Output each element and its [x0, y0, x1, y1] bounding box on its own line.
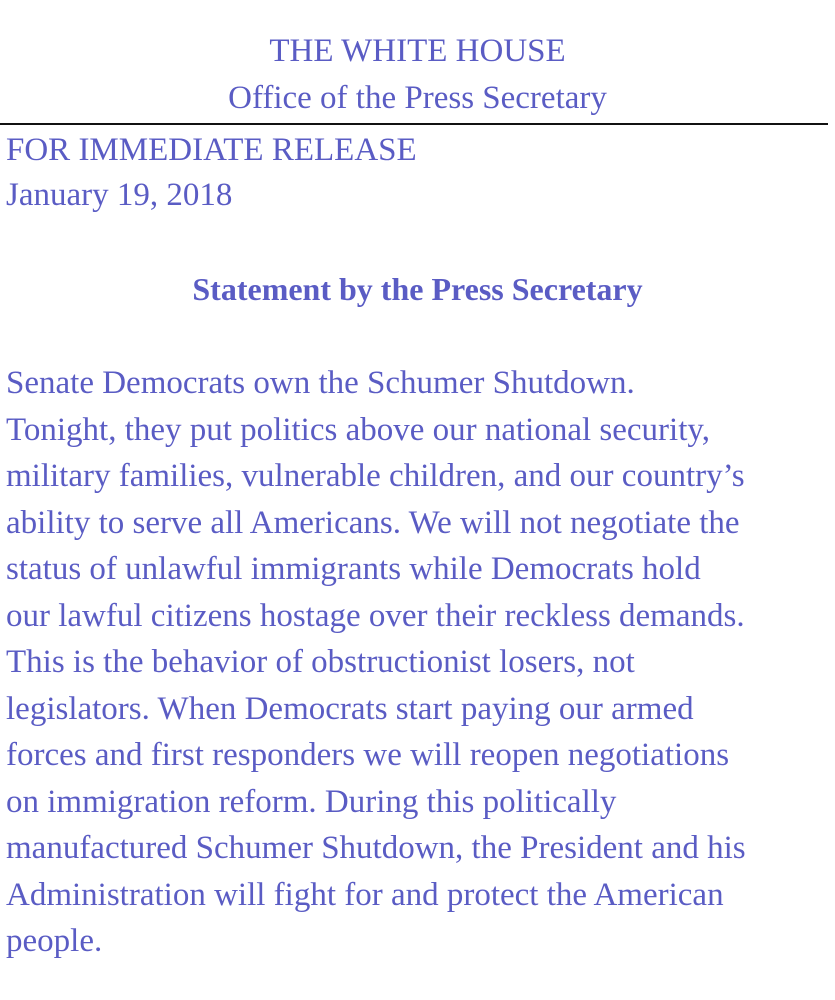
release-status: FOR IMMEDIATE RELEASE	[6, 132, 417, 168]
release-date: January 19, 2018	[6, 177, 233, 213]
statement-line: military families, vulnerable children, and our country’s	[6, 458, 745, 494]
statement-line: Administration will fight for and protect the American	[6, 876, 724, 913]
statement-title: Statement by the Press Secretary	[192, 271, 643, 307]
statement-line: manufactured Schumer Shutdown, the President and his	[6, 830, 746, 866]
statement-line: ability to serve all Americans. We will not negotiate the	[6, 504, 740, 541]
statement-line: forces and first responders we will reopen negotiations	[6, 737, 730, 773]
statement-line: legislators. When Democrats start paying our armed	[6, 690, 694, 727]
statement-line: This is the behavior of obstructionist losers, not	[6, 644, 635, 680]
statement-line: our lawful citizens hostage over their reckless demands.	[6, 597, 745, 634]
header-divider	[0, 123, 828, 125]
statement-line: on immigration reform. During this politically	[6, 783, 617, 820]
statement-line: status of unlawful immigrants while Democrats hold	[6, 551, 701, 587]
letterhead	[0, 28, 835, 122]
office-name: Office of the Press Secretary	[228, 80, 607, 116]
organization-name: THE WHITE HOUSE	[269, 33, 566, 69]
statement-line: people.	[6, 923, 103, 959]
statement-line: Senate Democrats own the Schumer Shutdown.	[6, 365, 635, 401]
release-info	[6, 128, 417, 218]
statement-body	[6, 360, 831, 965]
statement-line: Tonight, they put politics above our national security,	[6, 411, 710, 448]
